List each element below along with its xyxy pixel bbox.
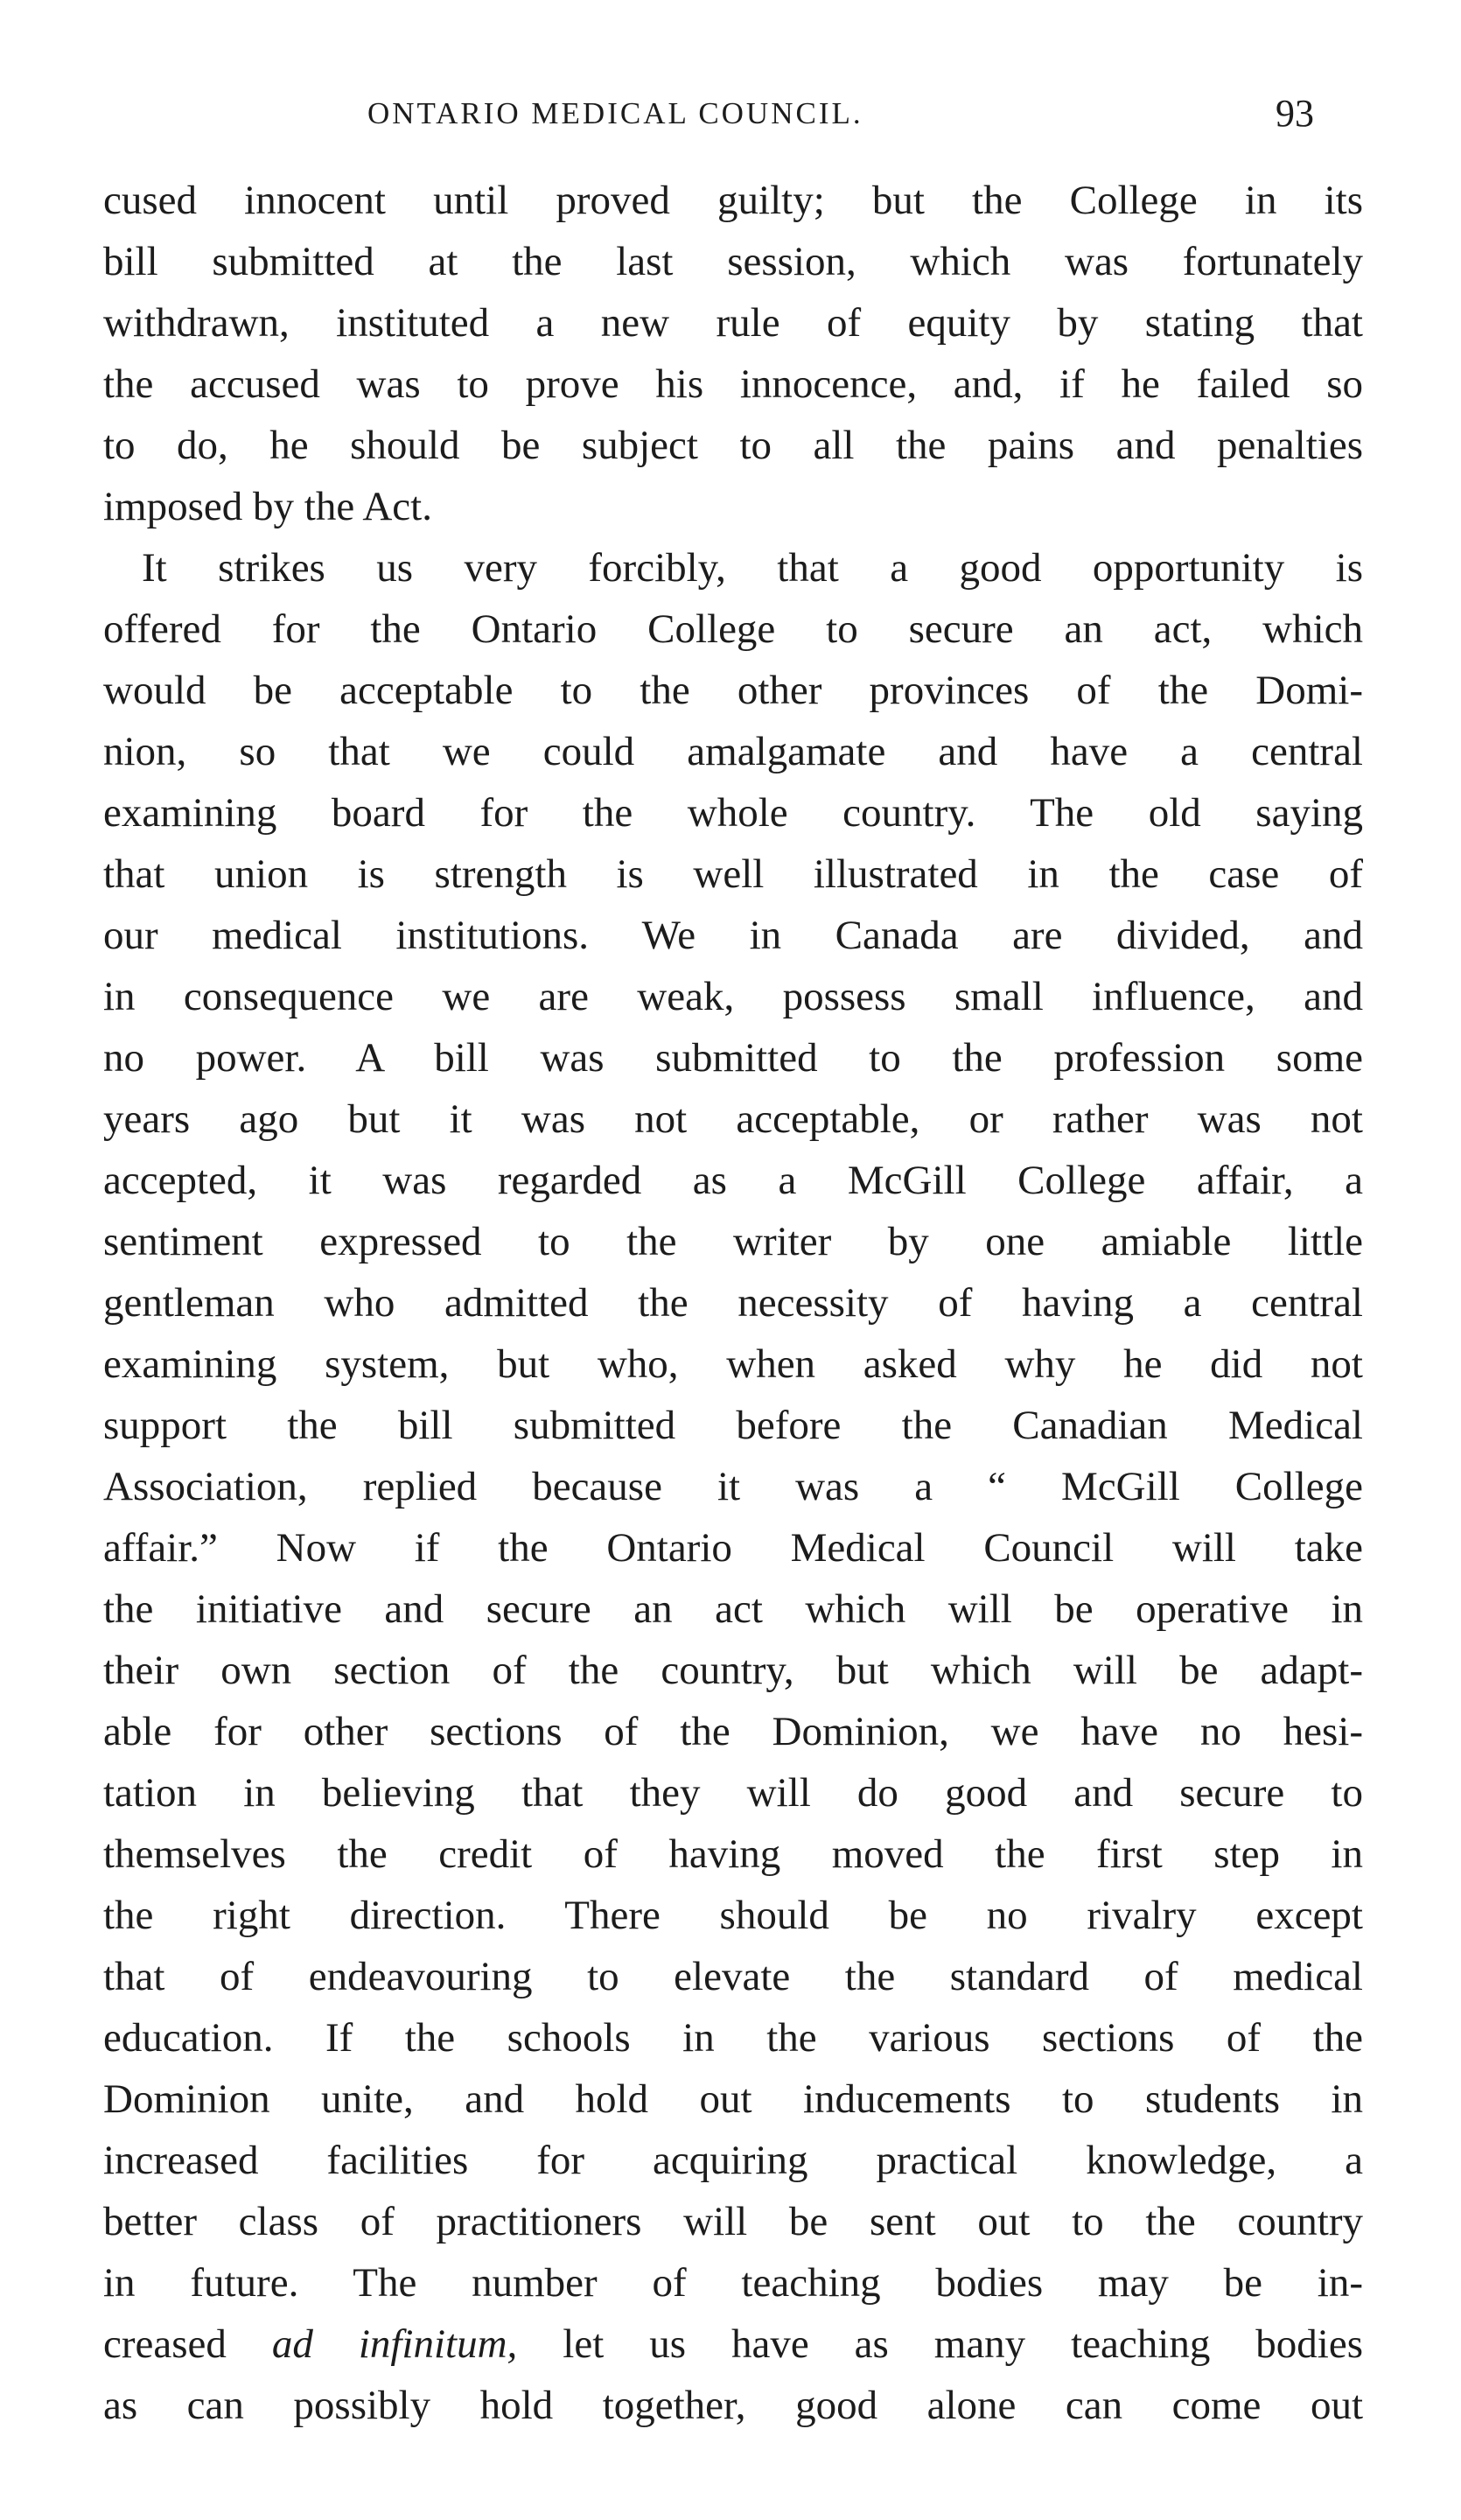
text-line: accepted, it was regarded as a McGill College affair, a [103,1158,1363,1203]
text-line: no power. A bill was submitted to the profession some [103,1035,1363,1081]
text-line: that of endeavouring to elevate the standard of medical [103,1954,1363,1999]
text-line: that union is strength is well illustrated in the case of [103,851,1363,897]
text-line: increased facilities for acquiring practical knowledge, a [103,2138,1363,2183]
text-line-mixed [103,2314,1363,2375]
text-line: the initiative and secure an act which will be operative in [103,1586,1363,1632]
text-line: examining board for the whole country. The old saying [103,790,1363,836]
text-line: examining system, but who, when asked why he did not [103,1341,1363,1387]
text-line: imposed by the Act. [103,484,432,529]
text-line: in consequence we are weak, possess small influence, and [103,974,1363,1019]
text-line: to do, he should be subject to all the pains and penalties [103,423,1363,468]
text-fragment: let us have as many teaching bodies [517,2321,1363,2367]
text-line: years ago but it was not acceptable, or rather was not [103,1096,1363,1142]
text-line: the right direction. There should be no rivalry except [103,1893,1363,1938]
text-line: in future. The number of teaching bodies may be in- [103,2260,1363,2306]
text-line: our medical institutions. We in Canada are divided, and [103,913,1363,958]
text-line: gentleman who admitted the necessity of having a central [103,1280,1363,1326]
text-line: able for other sections of the Dominion, we have no hesi- [103,1709,1363,1754]
page-number: 93 [1276,92,1314,135]
text-line: It strikes us very forcibly, that a good opportunity is [142,545,1363,591]
text-line: offered for the Ontario College to secure an act, which [103,606,1363,652]
text-line: as can possibly hold together, good alone can come out [103,2383,1363,2428]
text-fragment: creased [103,2321,272,2367]
text-line: Dominion unite, and hold out inducements to students in [103,2076,1363,2122]
text-line: support the bill submitted before the Canadian Medical [103,1403,1363,1448]
text-line: better class of practitioners will be sent out to the country [103,2199,1363,2244]
text-line: tation in believing that they will do good and secure to [103,1770,1363,1816]
text-line: their own section of the country, but which will be adapt- [103,1648,1363,1693]
running-head [0,88,1461,140]
text-line: education. If the schools in the various sections of the [103,2015,1363,2061]
text-line: bill submitted at the last session, which was fortunately [103,239,1363,284]
italic-phrase: ad infinitum, [271,2321,518,2367]
text-line: cused innocent until proved guilty; but the College in its [103,178,1363,223]
text-line: affair.” Now if the Ontario Medical Council will take [103,1525,1363,1571]
paragraph-2 [103,537,1363,2436]
text-line: nion, so that we could amalgamate and have a central [103,729,1363,774]
running-title: ONTARIO MEDICAL COUNCIL. [367,96,863,130]
text-line: themselves the credit of having moved the first step in [103,1831,1363,1877]
text-line: sentiment expressed to the writer by one amiable little [103,1219,1363,1264]
text-line: the accused was to prove his innocence, and, if he failed so [103,361,1363,407]
paragraph-1 [103,170,1363,537]
text-line: withdrawn, instituted a new rule of equity by stating that [103,300,1363,346]
body-text [103,170,1363,2436]
text-line: would be acceptable to the other provinces of the Domi- [103,668,1363,713]
text-line: Association, replied because it was a “ McGill College [103,1464,1363,1509]
